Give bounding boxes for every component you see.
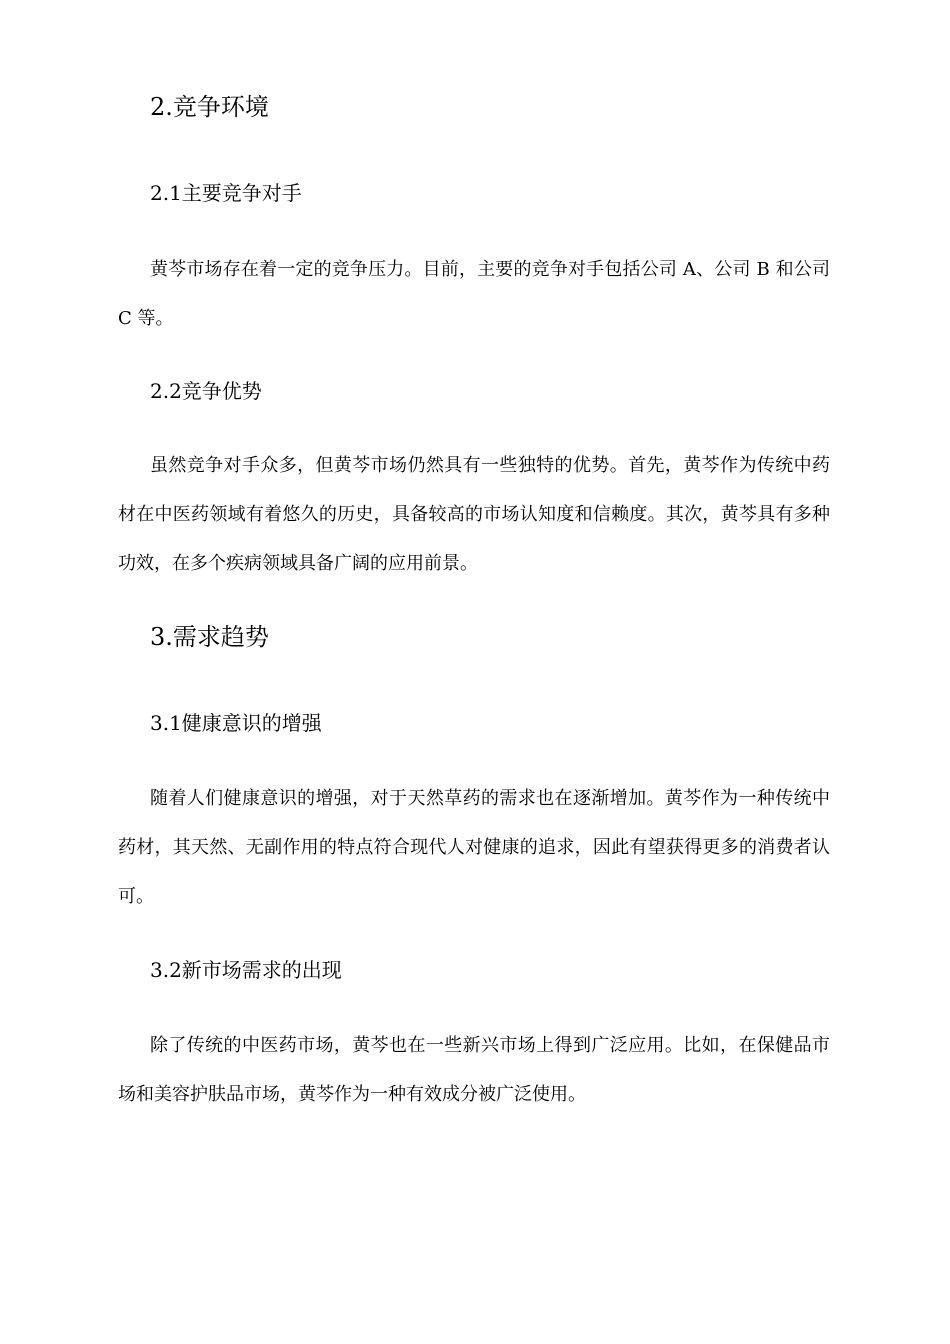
paragraph-new-market-demand: 除了传统的中医药市场，黄芩也在一些新兴市场上得到广泛应用。比如，在保健品市场和美容护肤品市场，黄芩作为一种有效成分被广泛使用。 bbox=[118, 1035, 830, 1105]
paragraph-competitive-advantage: 虽然竞争对手众多，但黄芩市场仍然具有一些独特的优势。首先，黄芩作为传统中药材在中医药领域有着悠久的历史，具备较高的市场认知度和信赖度。其次，黄芩具有多种功效，在多个疾病领域具备广阔的应用前景。 bbox=[118, 455, 830, 574]
subsection-heading-health-awareness: 3.1健康意识的增强 bbox=[150, 711, 322, 735]
subsection-heading-main-competitors: 2.1主要竞争对手 bbox=[150, 181, 302, 205]
paragraph-health-awareness: 随着人们健康意识的增强，对于天然草药的需求也在逐渐增加。黄芩作为一种传统中药材，其天然、无副作用的特点符合现代人对健康的追求，因此有望获得更多的消费者认可。 bbox=[118, 788, 830, 907]
section-heading-competition: 2.竞争环境 bbox=[150, 93, 269, 121]
section-heading-demand-trend: 3.需求趋势 bbox=[150, 623, 269, 651]
subsection-heading-competitive-advantage: 2.2竞争优势 bbox=[150, 379, 262, 403]
paragraph-main-competitors: 黄芩市场存在着一定的竞争压力。目前，主要的竞争对手包括公司 A、公司 B 和公司 C 等。 bbox=[118, 259, 830, 329]
subsection-heading-new-market-demand: 3.2新市场需求的出现 bbox=[150, 958, 342, 982]
